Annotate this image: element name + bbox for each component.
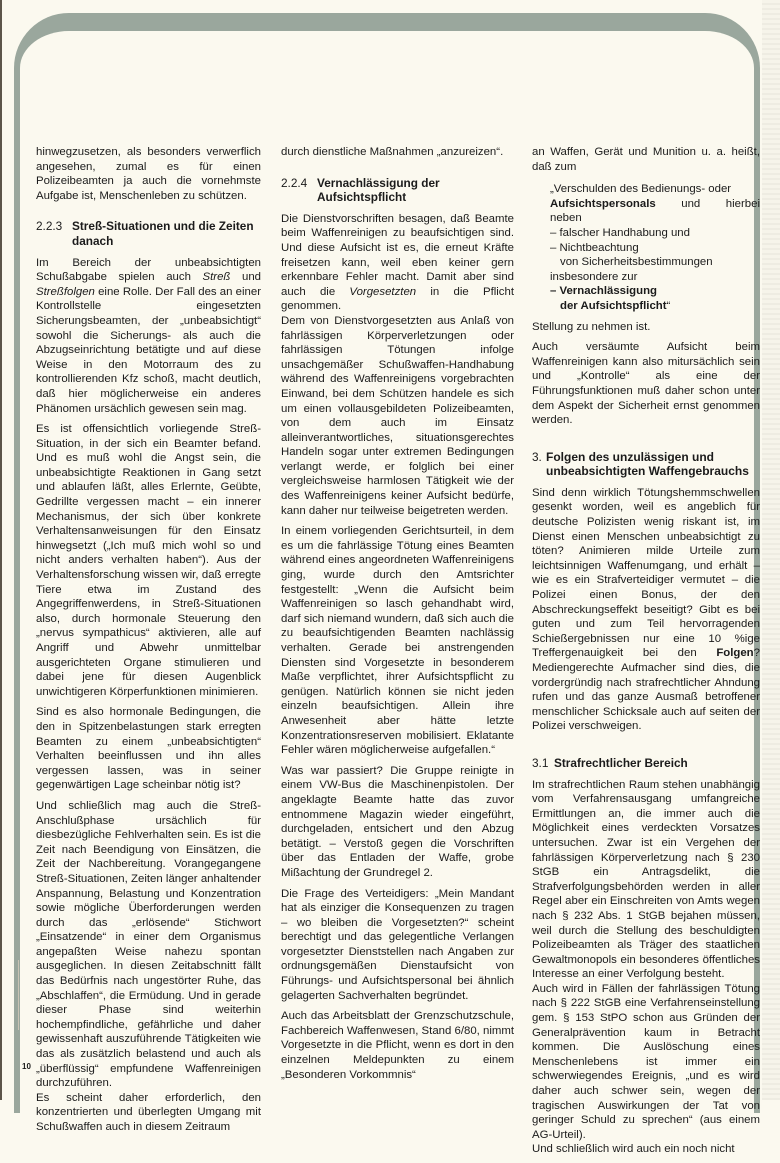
column-middle [281,145,514,1088]
paragraph: Im strafrechtlichen Raum stehen unabhängig vom Verfahrensausgang umfangreiche Ermittlungen an, die immer auch die Möglichkeit eines verdeckten Vorsatzes untersuchen. Zwar ist ein Vergehen der fahrlässigen Körperverletzung nach § 230 StGB ein Antragsdelikt, die Strafverfolgungsbehörden werden in aller Regel aber ein Einschreiten von Amts wegen nach § 232 Abs. 1 StGB bejahen müssen, weil durch die Stellung des beschuldigten Polizeibeamten als Träger des staatlichen Gewaltmonopols ein besonderes öffentliches Interesse an einer Verfolgung besteht. [532,778,760,981]
quote-line: „Verschulden des Bedienungs- oder [550,183,732,196]
section-heading-2-2-4 [281,176,514,205]
section-title: Vernachlässigung der Aufsichtspflicht [317,175,440,205]
paragraph: Was war passiert? Die Gruppe reinigte in einem VW-Bus die Maschinenpistolen. Der angeklagte Beamte hatte das zuvor entnommene Magazin wieder eingeführt, durchgeladen, entsichert und den Abzug betätigt. – Verstoß gegen die Vorschriften über das Entladen der Waffe, grobe Mißachtung der Grundregel 2. [281,764,514,879]
block-quote [550,182,760,313]
section-number: 3.1 [532,755,549,770]
section-title: Streß-Situationen und die Zeiten danach [72,219,254,248]
quote-line: von Sicherheitsbestimmungen [560,256,713,269]
paragraph: Stellung zu nehmen ist. [532,320,651,333]
section-heading-2-2-3 [36,219,261,248]
section-number: 3. [532,449,542,464]
paragraph: Im Bereich der unbeabsichtigten Schußabgabe spielen auch Streß und Streßfolgen eine Rolle. Der Fall des an einer Kontrollstelle eingesetzten Sicherungsbeamten, der „unbeabsichtigt“ sowohl die Sicherungs- als auch die Abzugseinrichtung betätigte und auf diese Weise in den Motorraum des zu kontrollierenden Kfz schoß, macht deutlich, daß hier möglicherweise ein anderes Phänomen ursächlich gewesen sein mag. [36,256,261,415]
section-heading-3 [532,450,760,479]
paragraph: Dem von Dienstvorgesetzten aus Anlaß von fahrlässigen Körperverletzungen oder fahrlässigen Tötungen infolge unsachgemäßer Schußwaffen-Handhabung während des Waffenreinigens vorgebrachten Einwand, bei dem Schützen handele es sich um einen vollausgebildeten Polizeibeamten, von dem auch im Einsatz alleinverantwortliches, situationsgerechtes Handeln sogar unter extremen Bedingungen verlangt werde, er folglich bei einer vergleichsweise harmlosen Tätigkeit wie der des Waffenreinigens keiner Aufsicht bedürfe, kann daher nur teilweise beigetreten werden. [281,314,514,517]
column-left [36,145,261,1141]
margin-rule [18,960,19,1030]
section-number: 2.2.3 [36,219,63,234]
paragraph: In einem vorliegenden Gerichtsurteil, in dem es um die fahrlässige Tötung eines Beamten während eines angeordneten Waffenreinigens ging, wurde durch den Amtsrichter festgestellt: „Wenn die Aufsicht beim Waffenreinigen so lasch gehandhabt wird, darf sich niemand wundern, daß sich auch die zu beaufsichtigenden Beamten nachlässig verhalten. Gerade bei anstrengenden Diensten sind Vorgesetzte in besonderem Maße verpflichtet, ihrer Aufsichtspflicht zu genügen. Natürlich können sie nicht jeden einzeln beaufsichtigen. Allein ihre Anwesenheit aber hätte letzte Konzentrationsreserven mobilisiert. Eklatante Fehler wären möglicherweise aufgefallen.“ [281,525,514,757]
paragraph: Die Frage des Verteidigers: „Mein Mandant hat als einziger die Konsequenzen zu tragen – wo bleiben die Vorgesetzten?“ scheint berechtigt und das gelegentliche Verlangen vorgesetzter Dienststellen nach Angaben zur ordnungsgemäßen Dienstaufsicht von Führungs- und Aufsichtspersonal bei ähnlich gelagerten Sachverhalten begründet. [281,887,514,1002]
quote-list-item: – Vernachlässigung [550,285,657,298]
scan-edge-right [762,0,780,1100]
scan-edge-left [0,0,2,1100]
quote-line: Aufsichtspersonals und hierbei [550,197,760,210]
paragraph: durch dienstliche Maßnahmen „anzureizen“. [281,146,504,158]
quote-list-item: – falscher Handhabung und [550,226,690,239]
section-title: Strafrechtlicher Bereich [554,755,688,770]
paragraph: Sind denn wirklich Tötungshemmschwellen gesenkt worden, weil es angeblich für deutsche Polizisten wenig riskant ist, im Dienst einen Menschen unbeabsichtigt zu töten? Animieren milde Urteile zum leichtsinnigen Waffenumgang, und erhält – wie es ein Strafverteidiger vermutet – die Polizei einen Bonus, der den Abschreckungseffekt beseitigt? Gibt es bei guten und zum Teil hervorragenden Schießergebnissen nur eine 10 %ige Treffergenauigkeit bei den Folgen? Mediengerechte Aufmacher sind dies, die vordergründig nach strafrechtlicher Ahndung rufen und das ganze Ausmaß betroffener menschlicher Schicksale auch auf seiten der Polizei verschweigen. [532,486,760,733]
quote-line: neben [550,212,582,225]
column-right [532,145,760,1163]
paragraph: Und schließlich wird auch ein noch nicht [532,1143,735,1156]
paragraph: Auch das Arbeitsblatt der Grenzschutzschule, Fachbereich Waffenwesen, Stand 6/80, nimmt Vorgesetzte in die Pflicht, wenn es dort in den einzelnen Meldepunkten zu einem „Besonderen Vorkommnis“ [281,1010,514,1081]
page-number: 10 [22,1062,31,1071]
paragraph: Auch wird in Fällen der fahrlässigen Tötung nach § 222 StGB eine Verfahrenseinstellung gem. § 153 StPO schon aus Gründen der Generalprävention kaum in Betracht kommen. Die Auslöschung eines Menschenlebens ist immer ein schwerwiegendes Ereignis, „und es wird daher auch schwer sein, wegen der tragischen Auswirkungen der Tat von geringer Schuld zu sprechen“ (aus einem AG-Urteil). [532,982,760,1141]
paragraph: an Waffen, Gerät und Munition u. a. heißt, daß zum [532,146,760,173]
section-number: 2.2.4 [281,175,308,190]
paragraph: Es scheint daher erforderlich, den konzentrierten und überlegten Umgang mit Schußwaffen auch in diesem Zeitraum [36,1091,261,1133]
quote-list-item: – Nichtbeachtung [550,241,639,254]
section-title: Folgen des unzulässigen und unbeabsichtigten Waffengebrauchs [546,449,749,479]
paragraph: Auch versäumte Aufsicht beim Waffenreinigen kann also mitursächlich sein und „Kontrolle“ als eine der Führungsfunktionen muß daher schon unter dem Aspekt der Sicherheit ernst genommen werden. [532,341,760,427]
paragraph: Und schließlich mag auch die Streß-Anschlußphase ursächlich für diesbezügliche Fehlverhalten sein. Es ist die Zeit nach Beendigung von Einsätzen, die Zeit der Nachbereitung. Vorangegangene Streß-Situationen, Zeiten länger anhaltender Anspannung, Belastung und Konzentration sowie mögliche Überforderungen werden durch das „erlösende“ Stichwort „Einsatzende“ in einer dem Organismus angepaßten Weise nahezu spontan ausgeglichen. In diesen Zeitabschnitt fällt das Bedürfnis nach ungestörter Ruhe, das „Abschlaffen“, die Ermüdung. Und in gerade dieser Phase sind weiterhin hochempfindliche, gefährliche und daher gewissenhaft auszuführende Tätigkeiten wie das als zusätzlich belastend und auch als „überflüssig“ empfundene Waffenreinigen durchzuführen. [36,799,261,1090]
paragraph: Sind es also hormonale Bedingungen, die den in Spitzenbelastungen stark erregten Beamten zu einem „unbeabsichtigten“ Verhalten beeinflussen und ihn alles vergessen lassen, was in seiner gegenwärtigen Lage scheinbar nötig ist? [36,706,261,792]
section-heading-3-1 [532,756,760,771]
quote-line: insbesondere zur [550,270,638,283]
paragraph: hinwegzusetzen, als besonders verwerflich angesehen, zumal es für einen Polizeibeamten ja auch die vornehmste Aufgabe ist, Menschenleben zu schützen. [36,146,261,202]
quote-line: der Aufsichtspflicht“ [560,299,671,312]
paragraph: Die Dienstvorschriften besagen, daß Beamte beim Waffenreinigen zu beaufsichtigen sind. Und diese Aufsicht ist es, die erneut Kräfte freisetzen kann, weil eben keiner gern erkennbare Fehler macht. Damit aber sind auch die Vorgesetzten in die Pflicht genommen. [281,212,514,313]
paragraph: Es ist offensichtlich vorliegende Streß-Situation, in der sich ein Beamter befand. Und es muß wohl die Angst sein, die unbeabsichtigte Reaktionen in Gang setzt und ablaufen läßt, alles Erlernte, Geübte, Gedrillte vergessen macht – ein innerer Mechanismus, der sich über konkrete Verhaltensanweisungen für den Einsatz hinwegsetzt („Ich muß mich wohl so und nicht anders verhalten haben“). Aus der Verhaltensforschung wissen wir, daß erregte Tiere etwa im Zustand des Angegriffenwerdens, in Streß-Situationen also, durch hormonale Steuerung den „nervus sympathicus“ aktivieren, alle auf Angriff und Abwehr unmittelbar ausgerichteten Organe stimulieren und dabei jene für diesen Augenblick unwichtigeren Körperfunktionen minimieren. [36,423,261,698]
